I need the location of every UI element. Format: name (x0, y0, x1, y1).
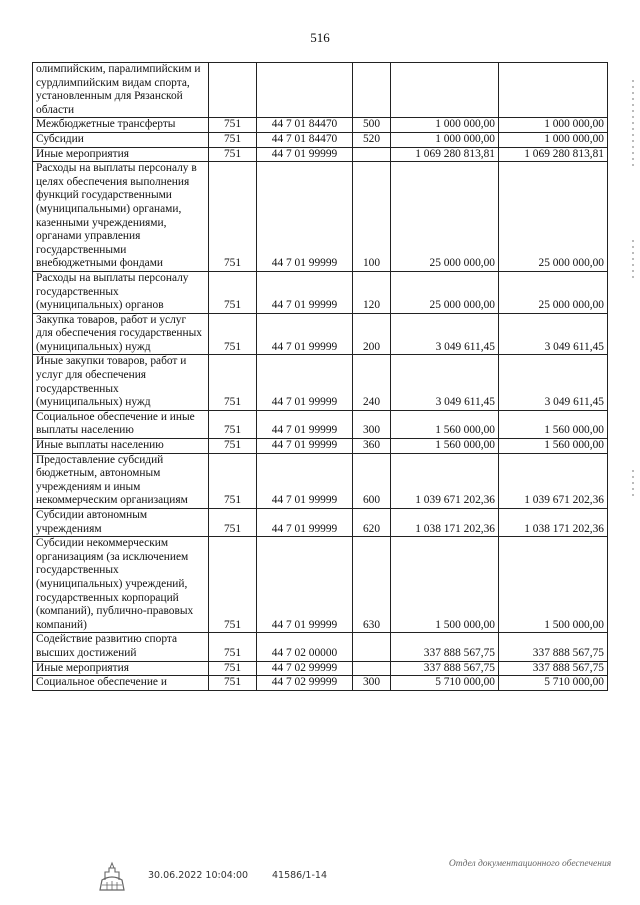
cell-cs: 44 7 01 99999 (257, 410, 353, 438)
cell-cs: 44 7 01 99999 (257, 162, 353, 272)
cell-name: Предоставление субсидий бюджетным, автономным учреждениям и иным некоммерческим организациям (33, 453, 209, 508)
footer-department: Отдел документационного обеспечения (448, 859, 612, 869)
coat-of-arms-icon (96, 860, 128, 894)
cell-amt2: 1 560 000,00 (499, 439, 608, 454)
cell-cs (257, 63, 353, 118)
cell-name: Субсидии некоммерческим организациям (за исключением государственных (муниципальных) учреждений, государственных корпораций (компаний), публично-правовых компаний) (33, 537, 209, 633)
cell-cs: 44 7 02 99999 (257, 661, 353, 676)
table-row (33, 63, 608, 118)
cell-name: Закупка товаров, работ и услуг для обеспечения государственных (муниципальных) нужд (33, 313, 209, 355)
cell-amt1: 1 000 000,00 (391, 132, 499, 147)
cell-vr (353, 147, 391, 162)
table-row (33, 661, 608, 676)
cell-ved: 751 (209, 355, 257, 410)
cell-amt2: 1 039 671 202,36 (499, 453, 608, 508)
table-row (33, 162, 608, 272)
cell-cs: 44 7 01 99999 (257, 313, 353, 355)
table-row (33, 313, 608, 355)
cell-cs: 44 7 01 84470 (257, 132, 353, 147)
cell-ved: 751 (209, 313, 257, 355)
cell-vr: 360 (353, 439, 391, 454)
cell-amt2: 3 049 611,45 (499, 313, 608, 355)
cell-amt1: 1 038 171 202,36 (391, 509, 499, 537)
cell-vr: 300 (353, 676, 391, 691)
cell-cs: 44 7 01 84470 (257, 118, 353, 133)
cell-name: Социальное обеспечение и иные выплаты населению (33, 410, 209, 438)
cell-amt1: 1 000 000,00 (391, 118, 499, 133)
cell-name: Иные мероприятия (33, 661, 209, 676)
cell-amt1: 337 888 567,75 (391, 661, 499, 676)
table-row (33, 633, 608, 661)
cell-ved: 751 (209, 633, 257, 661)
cell-amt1: 1 560 000,00 (391, 410, 499, 438)
cell-name: Иные выплаты населению (33, 439, 209, 454)
cell-amt1: 1 500 000,00 (391, 537, 499, 633)
cell-ved: 751 (209, 537, 257, 633)
cell-cs: 44 7 01 99999 (257, 453, 353, 508)
cell-vr: 600 (353, 453, 391, 508)
cell-ved: 751 (209, 118, 257, 133)
footer (0, 858, 640, 898)
budget-table (32, 62, 608, 691)
cell-amt2: 1 500 000,00 (499, 537, 608, 633)
cell-amt1: 3 049 611,45 (391, 355, 499, 410)
margin-dots (632, 240, 634, 280)
cell-amt1: 1 039 671 202,36 (391, 453, 499, 508)
cell-ved: 751 (209, 162, 257, 272)
cell-amt1: 25 000 000,00 (391, 271, 499, 313)
table-row (33, 271, 608, 313)
cell-vr (353, 63, 391, 118)
cell-amt2: 1 560 000,00 (499, 410, 608, 438)
table-row (33, 132, 608, 147)
table-row (33, 439, 608, 454)
cell-ved (209, 63, 257, 118)
footer-doc-number: 41586/1-14 (272, 870, 327, 881)
cell-amt2: 25 000 000,00 (499, 271, 608, 313)
table-row (33, 537, 608, 633)
cell-vr: 630 (353, 537, 391, 633)
cell-name: Субсидии автономным учреждениям (33, 509, 209, 537)
cell-ved: 751 (209, 676, 257, 691)
cell-ved: 751 (209, 661, 257, 676)
cell-vr: 100 (353, 162, 391, 272)
cell-vr (353, 661, 391, 676)
cell-cs: 44 7 01 99999 (257, 355, 353, 410)
cell-name: Социальное обеспечение и (33, 676, 209, 691)
cell-vr (353, 633, 391, 661)
cell-amt1: 1 069 280 813,81 (391, 147, 499, 162)
cell-amt2 (499, 63, 608, 118)
cell-name: Субсидии (33, 132, 209, 147)
cell-amt1 (391, 63, 499, 118)
margin-dots (632, 80, 634, 170)
cell-amt1: 3 049 611,45 (391, 313, 499, 355)
cell-amt2: 1 000 000,00 (499, 132, 608, 147)
cell-name: Расходы на выплаты персоналу государственных (муниципальных) органов (33, 271, 209, 313)
cell-cs: 44 7 02 00000 (257, 633, 353, 661)
cell-amt1: 25 000 000,00 (391, 162, 499, 272)
cell-vr: 520 (353, 132, 391, 147)
cell-name: Иные закупки товаров, работ и услуг для обеспечения государственных (муниципальных) нужд (33, 355, 209, 410)
cell-vr: 300 (353, 410, 391, 438)
cell-amt2: 337 888 567,75 (499, 661, 608, 676)
cell-name: Расходы на выплаты персоналу в целях обеспечения выполнения функций государственными (муниципальными) органами, казенными учреждениями, органами управления государственными внебюджетными фондами (33, 162, 209, 272)
cell-vr: 200 (353, 313, 391, 355)
cell-name: Содействие развитию спорта высших достижений (33, 633, 209, 661)
table-row (33, 509, 608, 537)
table-row (33, 355, 608, 410)
cell-amt2: 337 888 567,75 (499, 633, 608, 661)
cell-amt2: 1 069 280 813,81 (499, 147, 608, 162)
table-row (33, 676, 608, 691)
cell-vr: 500 (353, 118, 391, 133)
table-row (33, 410, 608, 438)
table-row (33, 453, 608, 508)
cell-cs: 44 7 01 99999 (257, 147, 353, 162)
cell-cs: 44 7 01 99999 (257, 537, 353, 633)
cell-amt1: 337 888 567,75 (391, 633, 499, 661)
cell-cs: 44 7 01 99999 (257, 509, 353, 537)
footer-date: 30.06.2022 10:04:00 (148, 870, 249, 881)
cell-ved: 751 (209, 509, 257, 537)
cell-amt2: 3 049 611,45 (499, 355, 608, 410)
page-number: 516 (310, 30, 330, 45)
cell-ved: 751 (209, 147, 257, 162)
cell-amt2: 1 038 171 202,36 (499, 509, 608, 537)
cell-ved: 751 (209, 439, 257, 454)
cell-name: олимпийским, паралимпийским и сурдлимпийским видам спорта, установленным для Рязанской области (33, 63, 209, 118)
margin-dots (632, 470, 634, 500)
cell-cs: 44 7 02 99999 (257, 676, 353, 691)
cell-cs: 44 7 01 99999 (257, 439, 353, 454)
cell-vr: 240 (353, 355, 391, 410)
cell-vr: 120 (353, 271, 391, 313)
cell-amt1: 5 710 000,00 (391, 676, 499, 691)
cell-ved: 751 (209, 453, 257, 508)
cell-ved: 751 (209, 132, 257, 147)
cell-cs: 44 7 01 99999 (257, 271, 353, 313)
cell-ved: 751 (209, 410, 257, 438)
cell-name: Межбюджетные трансферты (33, 118, 209, 133)
cell-amt1: 1 560 000,00 (391, 439, 499, 454)
table-row (33, 147, 608, 162)
cell-amt2: 5 710 000,00 (499, 676, 608, 691)
cell-name: Иные мероприятия (33, 147, 209, 162)
cell-amt2: 25 000 000,00 (499, 162, 608, 272)
cell-vr: 620 (353, 509, 391, 537)
cell-amt2: 1 000 000,00 (499, 118, 608, 133)
cell-ved: 751 (209, 271, 257, 313)
table-row (33, 118, 608, 133)
